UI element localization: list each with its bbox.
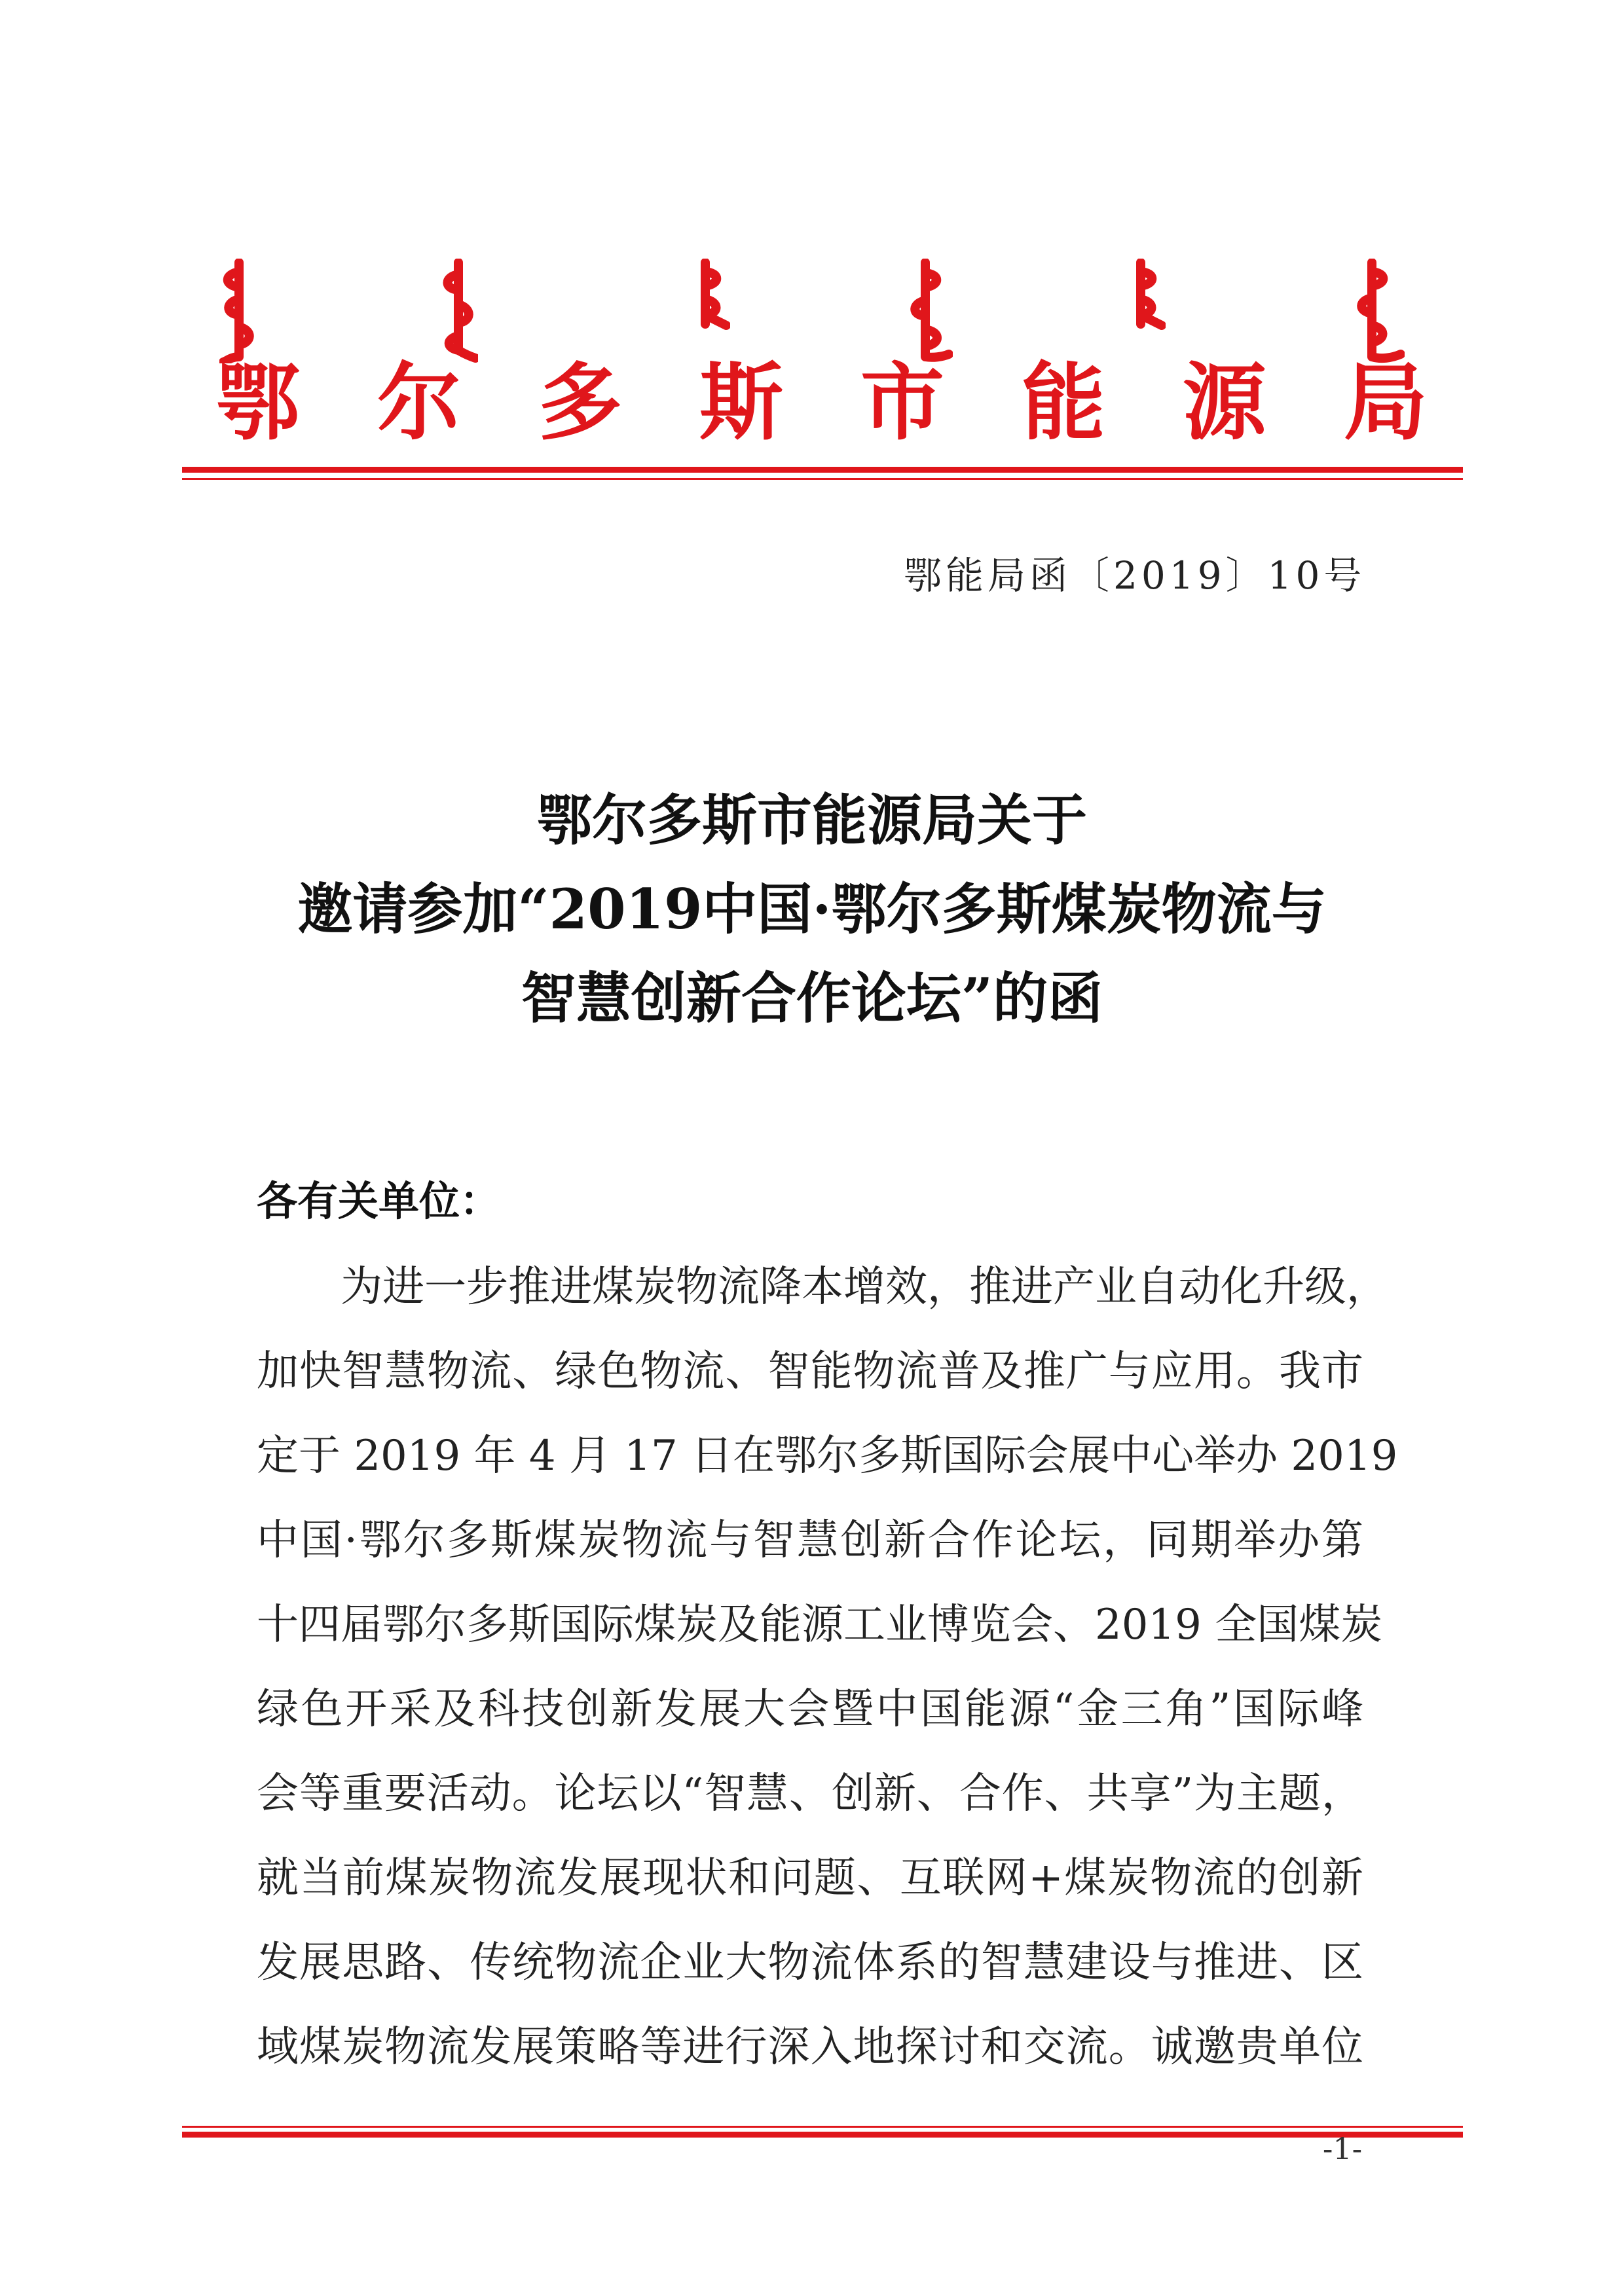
body-line: 发展思路、传统物流企业大物流体系的智慧建设与推进、区 bbox=[257, 1939, 1363, 1987]
header-divider-thick bbox=[182, 467, 1463, 473]
body-line: 就当前煤炭物流发展现状和问题、互联网+煤炭物流的创新 bbox=[257, 1854, 1363, 1903]
body-paragraph bbox=[257, 1245, 1398, 2090]
org-name-char: 斯 bbox=[699, 354, 783, 452]
footer-divider-thin bbox=[182, 2126, 1463, 2128]
title-line: 邀请参加“2019中国·鄂尔多斯煤炭物流与 bbox=[297, 877, 1327, 941]
mongolian-word bbox=[907, 259, 953, 363]
body-line: 为进一步推进煤炭物流降本增效，推进产业自动化升级， bbox=[341, 1263, 1388, 1311]
document-number: 鄂能局函〔2019〕10号 bbox=[904, 553, 1366, 598]
org-name-char: 局 bbox=[1343, 354, 1428, 452]
mongolian-word bbox=[439, 259, 478, 363]
title-line: 鄂尔多斯市能源局关于 bbox=[536, 788, 1087, 852]
footer-divider-thick bbox=[182, 2132, 1463, 2138]
mongolian-word bbox=[219, 259, 259, 363]
page-number: -1- bbox=[1322, 2131, 1363, 2166]
body-line: 绿色开采及科技创新发展大会暨中国能源“金三角”国际峰 bbox=[257, 1685, 1363, 1734]
body-line: 定于 2019 年 4 月 17 日在鄂尔多斯国际会展中心举办 2019 bbox=[257, 1432, 1398, 1480]
organization-name bbox=[216, 354, 1428, 452]
mongolian-word bbox=[1126, 259, 1166, 331]
org-name-char: 市 bbox=[860, 354, 944, 452]
org-name-char: 鄂 bbox=[216, 354, 301, 452]
document-title bbox=[216, 776, 1408, 1043]
body-line: 加快智慧物流、绿色物流、智能物流普及推广与应用。我市 bbox=[257, 1347, 1363, 1396]
body-line: 十四届鄂尔多斯国际煤炭及能源工业博览会、2019 全国煤炭 bbox=[257, 1601, 1383, 1649]
body-line: 会等重要活动。论坛以“智慧、创新、合作、共享”为主题， bbox=[257, 1770, 1363, 1818]
body-line: 中国·鄂尔多斯煤炭物流与智慧创新合作论坛，同期举办第 bbox=[257, 1516, 1363, 1565]
org-name-char: 能 bbox=[1021, 354, 1105, 452]
title-line: 智慧创新合作论坛”的函 bbox=[521, 966, 1103, 1030]
body-line: 域煤炭物流发展策略等进行深入地探讨和交流。诚邀贵单位 bbox=[257, 2023, 1363, 2071]
org-name-char: 源 bbox=[1182, 354, 1266, 452]
org-name-char: 多 bbox=[538, 354, 622, 452]
mongolian-word bbox=[691, 259, 730, 331]
salutation: 各有关单位： bbox=[257, 1177, 501, 1225]
header-divider-thin bbox=[182, 478, 1463, 480]
org-name-char: 尔 bbox=[377, 354, 461, 452]
mongolian-word bbox=[1352, 259, 1405, 367]
